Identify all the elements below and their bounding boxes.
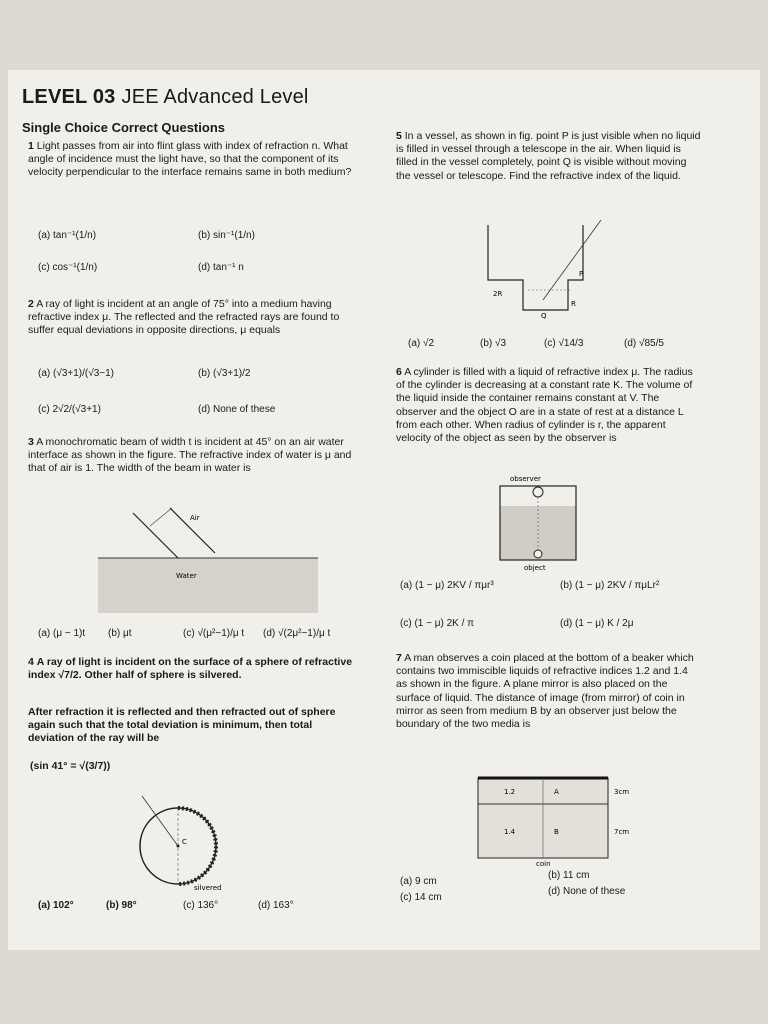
level-subtitle: JEE Advanced Level	[121, 86, 309, 108]
q6-option-a: (a) (1 − μ) 2KV / πμr³	[400, 580, 494, 591]
index-1-4: 1.4	[504, 828, 516, 836]
level-label: LEVEL 03	[22, 86, 116, 108]
q4-option-a: (a) 102°	[38, 900, 74, 911]
question-text: Light passes from air into flint glass with index of refraction n. What angle of incidence must the light have, so that the component of its velocity perpendicular to the interface remains same in both medium?	[28, 140, 352, 179]
coin-label: coin	[536, 860, 551, 868]
observer-label: observer	[510, 475, 541, 483]
q7-option-c: (c) 14 cm	[400, 892, 442, 903]
question-number: 7	[396, 652, 402, 664]
q6-option-d: (d) (1 − μ) K / 2μ	[560, 618, 634, 629]
q7-option-b: (b) 11 cm	[548, 870, 590, 881]
silvered-label: silvered	[194, 884, 222, 892]
q1-option-c: (c) cos⁻¹(1/n)	[38, 262, 98, 273]
question-1	[28, 140, 358, 180]
q5-option-d: (d) √85/5	[624, 338, 664, 349]
air-label: Air	[190, 514, 200, 522]
question-6	[396, 366, 701, 445]
q5-option-c: (c) √14/3	[544, 338, 584, 349]
question-text: A cylinder is filled with a liquid of refractive index μ. The radius of the cylinder is decreasing at a constant rate K. The volume of the liquid inside the container remains constant at V. The observer and the object O are in a state of rest at a distance L from each other. When radius of cylinder is r, the apparent velocity of the object as seen by the observer is	[396, 366, 693, 445]
q6-option-b: (b) (1 − μ) 2KV / πμLr²	[560, 580, 660, 591]
question-2	[28, 298, 358, 338]
q2-option-c: (c) 2√2/(√3+1)	[38, 404, 101, 415]
label-7cm: 7cm	[614, 828, 630, 836]
question-number: 1	[28, 140, 34, 152]
question-5	[396, 130, 701, 183]
q3-option-c: (c) √(μ²−1)/μ t	[183, 628, 245, 639]
q7-option-d: (d) None of these	[548, 886, 626, 897]
q1-option-d: (d) tan⁻¹ n	[198, 262, 244, 273]
label-2r: 2R	[493, 290, 503, 298]
question-number: 6	[396, 366, 402, 378]
object-label: object	[524, 564, 546, 572]
label-p: P	[579, 270, 584, 278]
center-label: C	[182, 838, 187, 846]
q1-option-b: (b) sin⁻¹(1/n)	[198, 230, 255, 241]
question-3	[28, 436, 358, 476]
silvered-half	[178, 808, 216, 884]
question-text: A man observes a coin placed at the bottom of a beaker which contains two immiscible liquids of refractive indices 1.2 and 1.4 as shown in the figure. A plane mirror is also placed on the surface of liquid. The distance of image (from mirror) of coin in mirror as seen from medium B by an observer just below the boundary of the two media is	[396, 652, 694, 731]
q2-option-b: (b) (√3+1)/2	[198, 368, 251, 379]
label-3cm: 3cm	[614, 788, 630, 796]
incident-ray	[142, 796, 178, 846]
question-number: 4	[28, 656, 34, 668]
question-text: A ray of light is incident at an angle of 75° into a medium having refractive index μ. The reflected and the refracted rays are found to suffer equal deviations in opposite directions, μ equals	[28, 298, 340, 337]
vessel-figure	[483, 220, 623, 330]
object-icon	[534, 550, 542, 558]
q4-option-c: (c) 136°	[183, 900, 219, 911]
beam-edge-left	[133, 513, 178, 558]
question-4-continued: After refraction it is reflected and then refracted out of sphere again such that the total deviation is minimum, then total deviation of the ray will be	[28, 706, 336, 745]
cylinder-figure	[496, 474, 586, 574]
beam-interface-figure	[98, 508, 318, 618]
q2-option-a: (a) (√3+1)/(√3−1)	[38, 368, 115, 379]
question-text: A monochromatic beam of width t is incident at 45° on an air water interface as shown in the figure. The refractive index of water is μ and that of air is 1. The width of the beam in water is	[28, 436, 352, 475]
q7-option-a: (a) 9 cm	[400, 876, 437, 887]
width-marker	[150, 508, 172, 526]
label-q: Q	[541, 312, 547, 320]
sight-line	[543, 220, 601, 300]
q6-option-c: (c) (1 − μ) 2K / π	[400, 618, 475, 629]
question-number: 5	[396, 130, 402, 142]
q2-option-d: (d) None of these	[198, 404, 276, 415]
beaker-figure	[468, 770, 648, 870]
question-7	[396, 652, 701, 731]
question-number: 3	[28, 436, 34, 448]
level-heading	[22, 86, 309, 109]
label-b: B	[554, 828, 559, 836]
question-number: 2	[28, 298, 34, 310]
question-text: A ray of light is incident on the surface of a sphere of refractive index √7/2. Other half of sphere is silvered.	[28, 656, 353, 682]
index-1-2: 1.2	[504, 788, 516, 796]
q5-option-b: (b) √3	[480, 338, 507, 349]
q4-hint: (sin 41° = √(3/7))	[30, 760, 111, 772]
label-r: R	[571, 300, 576, 308]
q5-option-a: (a) √2	[408, 338, 435, 349]
q3-option-a: (a) (μ − 1)t	[38, 628, 86, 639]
water-label: Water	[176, 572, 197, 580]
textbook-page	[8, 70, 760, 950]
q4-option-b: (b) 98°	[106, 900, 137, 911]
q3-option-b: (b) μt	[108, 628, 132, 639]
section-heading: Single Choice Correct Questions	[22, 120, 225, 135]
question-4	[28, 656, 358, 682]
question-text: In a vessel, as shown in fig. point P is just visible when no liquid is filled in vessel through a telescope in the air. When liquid is filled in the vessel completely, point Q is visible without moving the vessel or telescope. Find the refractive index of the liquid.	[396, 130, 701, 182]
label-a: A	[554, 788, 559, 796]
water-region	[98, 558, 318, 613]
q4-option-d: (d) 163°	[258, 900, 294, 911]
center-point	[177, 845, 180, 848]
sphere-figure	[128, 786, 248, 896]
q3-option-d: (d) √(2μ²−1)/μ t	[263, 628, 331, 639]
observer-icon	[533, 487, 543, 497]
q1-option-a: (a) tan⁻¹(1/n)	[38, 230, 97, 241]
